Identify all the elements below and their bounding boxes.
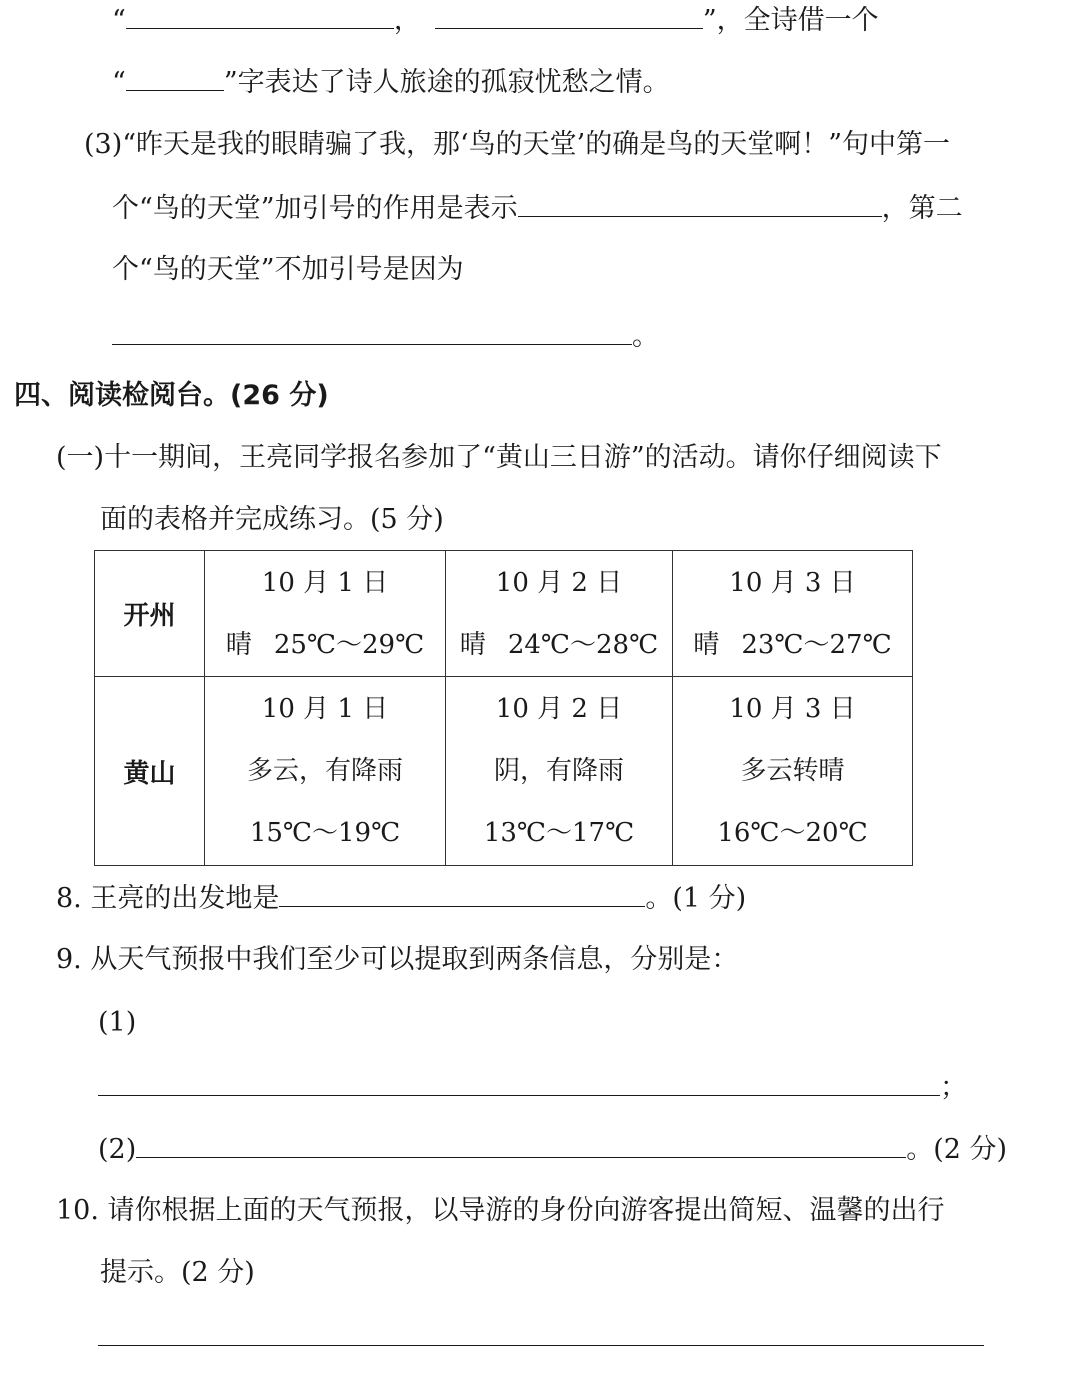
forecast-cell bbox=[205, 677, 446, 866]
question-9: 9. 从天气预报中我们至少可以提取到两条信息，分别是： bbox=[56, 944, 739, 975]
answer-blank[interactable] bbox=[126, 64, 224, 91]
question-9-sub1-label: (1) bbox=[98, 1007, 137, 1038]
question-3-line2: 个“鸟的天堂”加引号的作用是表示 ，第二 bbox=[112, 190, 963, 226]
answer-blank[interactable] bbox=[126, 2, 394, 29]
forecast-date: 10 月 1 日 bbox=[261, 567, 389, 598]
fill-line-1: “ ， ”，全诗借一个 bbox=[112, 2, 879, 38]
forecast-cell bbox=[446, 551, 673, 677]
table-row bbox=[95, 677, 913, 866]
question-3-text: (3)“昨天是我的眼睛骗了我，那‘鸟的天堂’的确是鸟的天堂啊！”句中第一 bbox=[84, 129, 951, 160]
question-3-line4: 。 bbox=[112, 318, 659, 354]
forecast-date: 10 月 2 日 bbox=[495, 694, 623, 724]
question-8: 8. 王亮的出发地是 。(1 分) bbox=[56, 880, 746, 916]
forecast-date: 10 月 2 日 bbox=[495, 567, 623, 598]
forecast-cell bbox=[446, 677, 673, 866]
passage-intro-line2: 面的表格并完成练习。(5 分) bbox=[100, 504, 444, 535]
weather-table bbox=[94, 550, 913, 866]
forecast-detail: 晴 23℃～27℃ bbox=[693, 629, 892, 660]
forecast-weather: 多云，有降雨 bbox=[246, 756, 403, 786]
passage-intro-line1: (一)十一期间，王亮同学报名参加了“黄山三日游”的活动。请你仔细阅读下 bbox=[56, 442, 942, 473]
forecast-detail: 晴 24℃～28℃ bbox=[459, 629, 659, 660]
forecast-date: 10 月 1 日 bbox=[261, 694, 389, 724]
answer-blank[interactable] bbox=[98, 1069, 940, 1096]
forecast-cell bbox=[673, 551, 913, 677]
forecast-weather: 多云转晴 bbox=[740, 756, 845, 786]
answer-line[interactable] bbox=[98, 1345, 984, 1346]
answer-blank[interactable] bbox=[279, 880, 645, 907]
forecast-date: 10 月 3 日 bbox=[729, 694, 856, 724]
question-9-sub2: (2) 。(2 分) bbox=[98, 1131, 1007, 1167]
section-title: 四、阅读检阅台。(26 分) bbox=[14, 380, 329, 411]
forecast-temp: 16℃～20℃ bbox=[717, 818, 868, 848]
city-cell: 开州 bbox=[95, 551, 205, 677]
question-10-line2: 提示。(2 分) bbox=[100, 1257, 255, 1288]
forecast-detail: 晴 25℃～29℃ bbox=[225, 629, 425, 660]
city-cell: 黄山 bbox=[95, 677, 205, 866]
forecast-cell bbox=[205, 551, 446, 677]
answer-blank[interactable] bbox=[518, 190, 882, 217]
question-3-line3: 个“鸟的天堂”不加引号是因为 bbox=[112, 254, 464, 285]
question-10: 10. 请你根据上面的天气预报，以导游的身份向游客提出简短、温馨的出行 bbox=[56, 1195, 945, 1226]
forecast-weather: 阴，有降雨 bbox=[493, 756, 624, 786]
forecast-cell bbox=[673, 677, 913, 866]
answer-blank[interactable] bbox=[435, 2, 703, 29]
forecast-temp: 15℃～19℃ bbox=[249, 818, 401, 848]
table-row bbox=[95, 551, 913, 677]
forecast-temp: 13℃～17℃ bbox=[483, 818, 635, 848]
answer-blank[interactable] bbox=[112, 318, 632, 345]
question-9-sub1-answer: ； bbox=[98, 1069, 967, 1105]
fill-line-2: “ ”字表达了诗人旅途的孤寂忧愁之情。 bbox=[112, 64, 670, 100]
forecast-date: 10 月 3 日 bbox=[729, 567, 856, 598]
answer-blank[interactable] bbox=[136, 1131, 906, 1158]
